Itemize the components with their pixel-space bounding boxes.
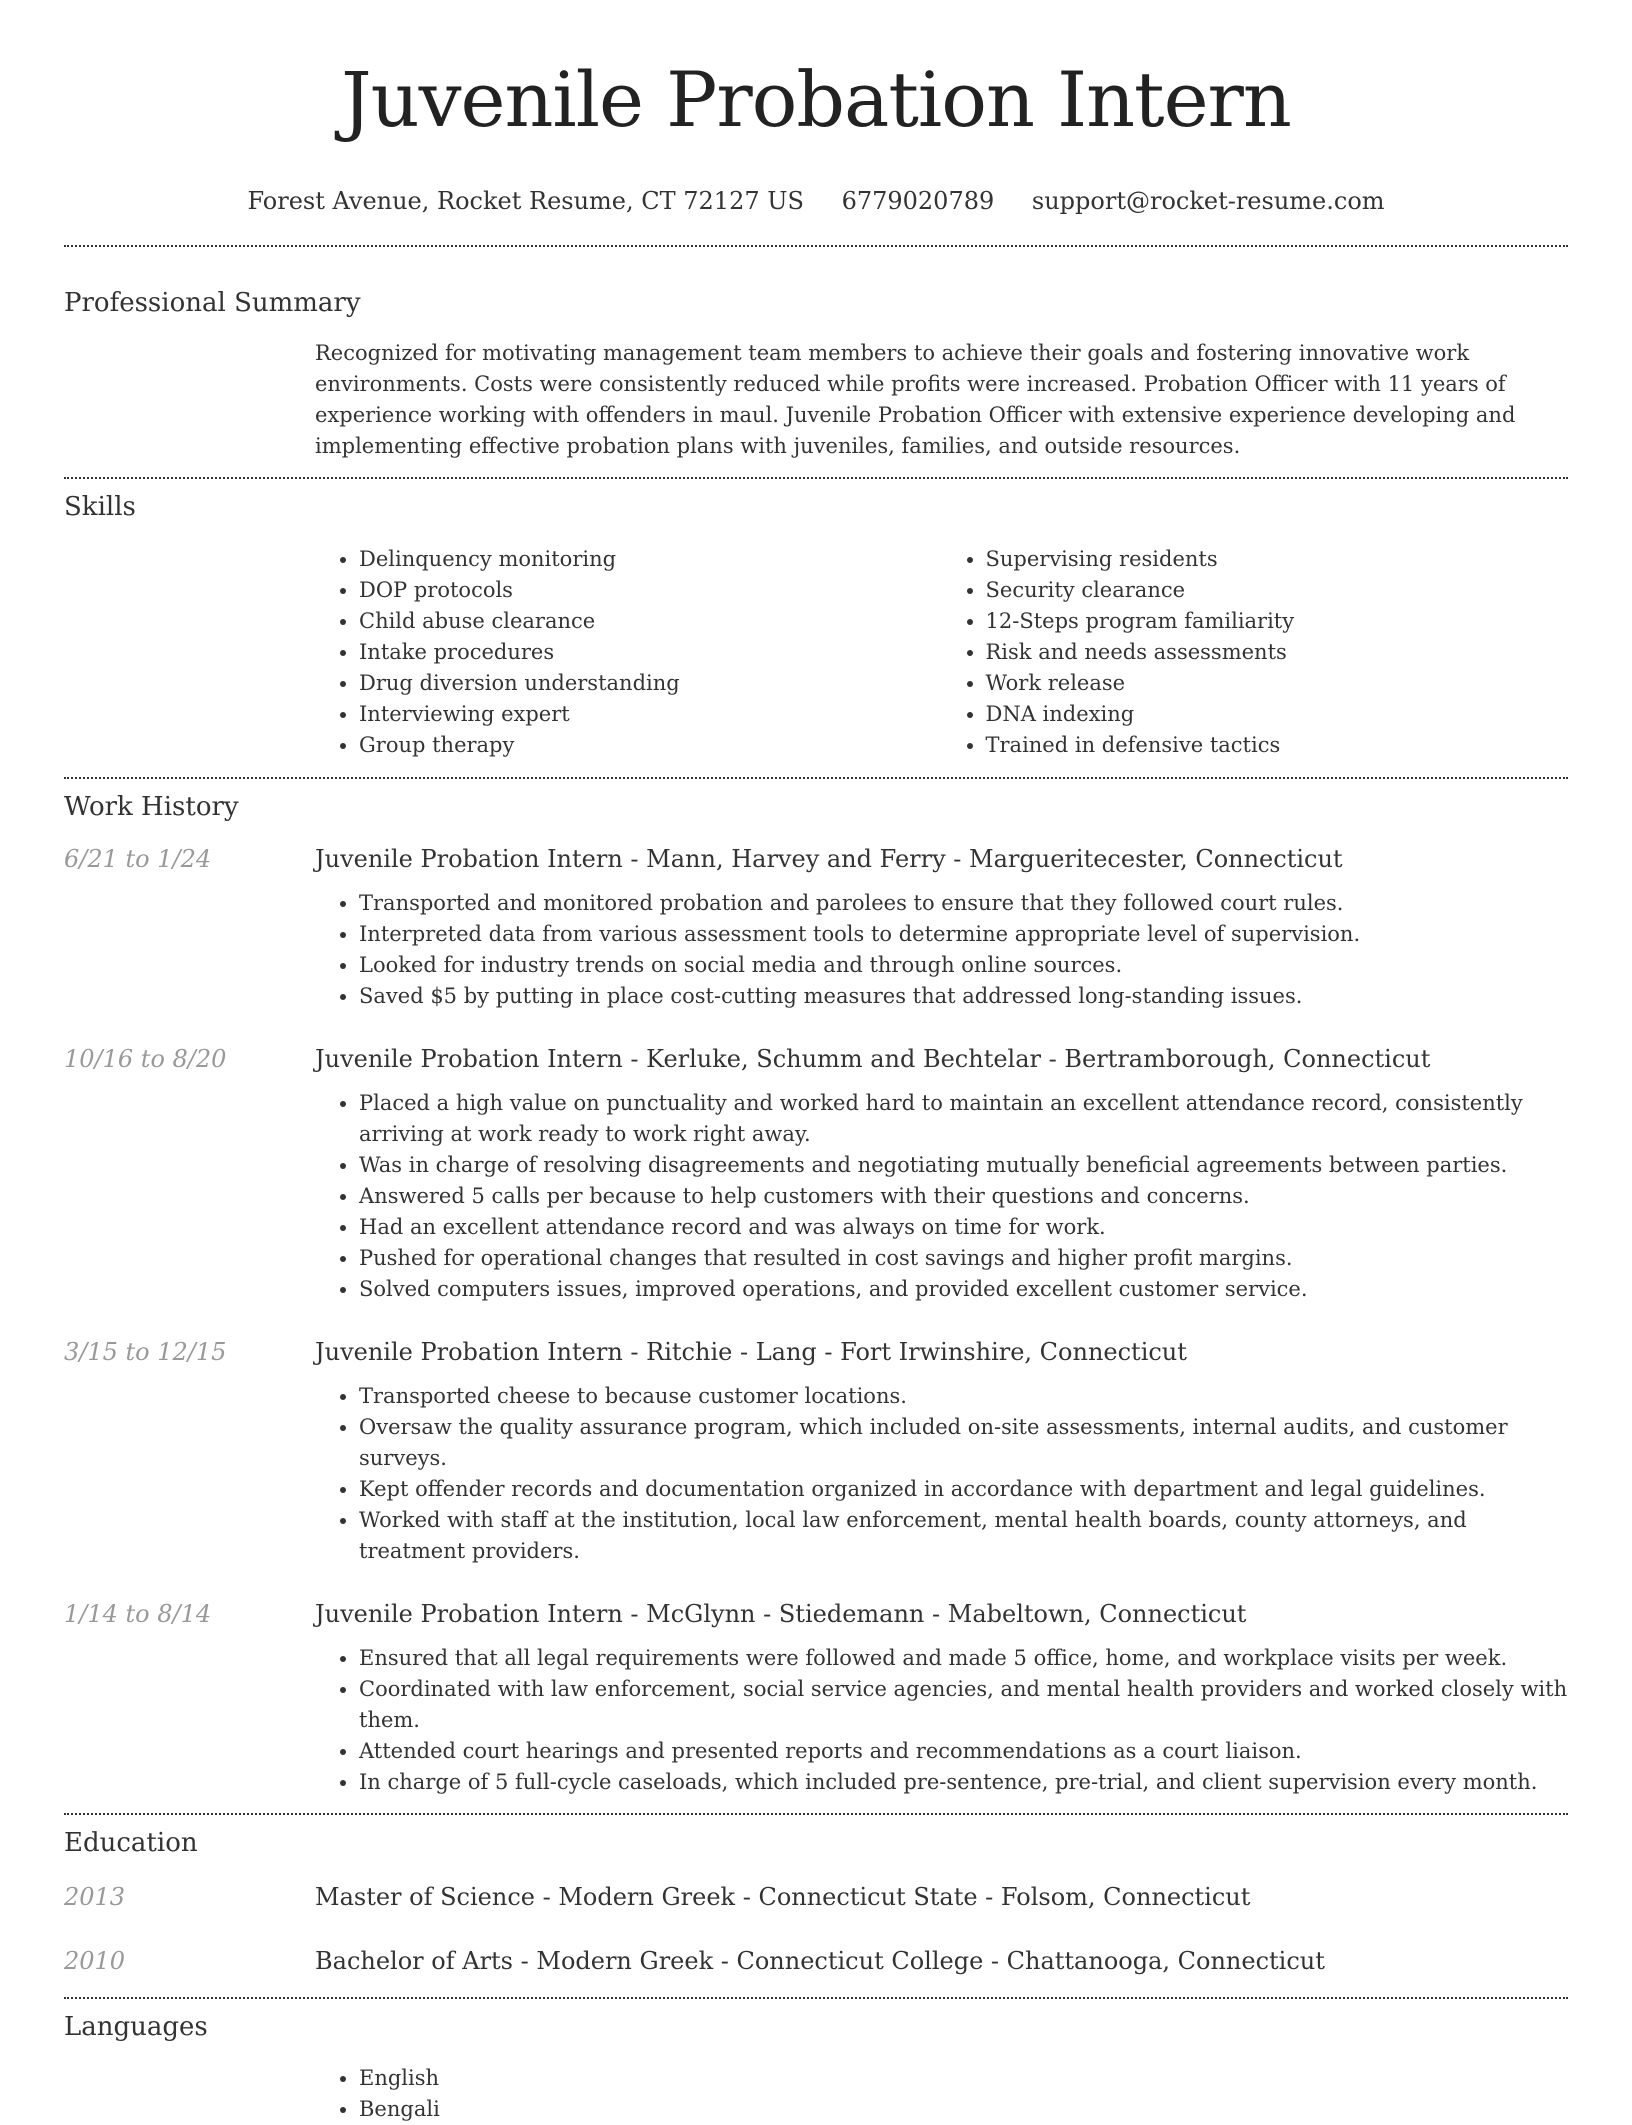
job-title: Juvenile Probation Intern - McGlynn - Stiedemann - Mabeltown, Connecticut — [315, 1600, 1247, 1628]
skills-list — [315, 544, 1568, 761]
job-bullet: • Worked with staff at the institution, local law enforcement, mental health boards, county attorneys, and treatment providers. — [359, 1505, 1568, 1567]
languages-list — [315, 2063, 1568, 2125]
job-bullet: • Pushed for operational changes that resulted in cost savings and higher profit margins. — [359, 1243, 1568, 1274]
job-title: Juvenile Probation Intern - Kerluke, Schumm and Bechtelar - Bertramborough, Connecticut — [315, 1045, 1431, 1073]
skill-item: • Intake procedures — [359, 637, 942, 668]
job-header — [64, 1045, 1568, 1073]
phone: 6779020789 — [841, 187, 995, 215]
job-entry — [64, 1338, 1568, 1567]
skills-column-left — [315, 544, 942, 761]
job-entry — [64, 1045, 1568, 1305]
skill-item: • DOP protocols — [359, 575, 942, 606]
resume-title: Juvenile Probation Intern — [341, 55, 1291, 144]
job-dates: 10/16 to 8/20 — [64, 1045, 227, 1073]
job-dates: 1/14 to 8/14 — [64, 1600, 212, 1628]
skill-item: • Child abuse clearance — [359, 606, 942, 637]
job-header — [64, 1338, 1568, 1366]
job-bullet: • Placed a high value on punctuality and worked hard to maintain an excellent attendance record, consistently arriving at work ready to work right away. — [359, 1088, 1568, 1150]
education-year: 2013 — [64, 1883, 126, 1911]
job-dates: 3/15 to 12/15 — [64, 1338, 227, 1366]
job-bullet: • Interpreted data from various assessment tools to determine appropriate level of supervision. — [359, 919, 1568, 950]
section-heading-skills: Skills — [64, 492, 136, 522]
section-heading-summary: Professional Summary — [64, 288, 361, 318]
divider — [64, 777, 1568, 779]
divider — [64, 1813, 1568, 1815]
job-bullets — [315, 1643, 1568, 1798]
job-bullet: • Answered 5 calls per because to help customers with their questions and concerns. — [359, 1181, 1568, 1212]
job-entry — [64, 845, 1568, 1012]
job-bullet: • Transported cheese to because customer locations. — [359, 1381, 1568, 1412]
education-year: 2010 — [64, 1947, 126, 1975]
language-item: • Bengali — [359, 2094, 1568, 2125]
divider — [64, 1997, 1568, 1999]
job-bullet: • Coordinated with law enforcement, social service agencies, and mental health providers and worked closely with them. — [359, 1674, 1568, 1736]
skill-item: • DNA indexing — [986, 699, 1569, 730]
language-item: • English — [359, 2063, 1568, 2094]
job-header — [64, 1600, 1568, 1628]
job-bullet: • Oversaw the quality assurance program, which included on-site assessments, internal audits, and customer surveys. — [359, 1412, 1568, 1474]
job-bullets — [315, 1381, 1568, 1567]
education-entry — [64, 1883, 1568, 1911]
job-bullet: • Ensured that all legal requirements were followed and made 5 office, home, and workplace visits per week. — [359, 1643, 1568, 1674]
summary-text: Recognized for motivating management team members to achieve their goals and fostering innovative work environments. Costs were consistently reduced while profits were increased. Probation Officer with 11 years of experience working with offenders in maul. Juvenile Probation Officer with extensive experience developing and implementing effective probation plans with juveniles, families, and outside resources. — [315, 341, 1516, 458]
skill-item: • Drug diversion understanding — [359, 668, 942, 699]
job-bullet: • Transported and monitored probation and parolees to ensure that they followed court rules. — [359, 888, 1568, 919]
divider — [64, 245, 1568, 247]
skill-item: • Supervising residents — [986, 544, 1569, 575]
education-degree: Bachelor of Arts - Modern Greek - Connecticut College - Chattanooga, Connecticut — [315, 1947, 1325, 1975]
skill-item: • Security clearance — [986, 575, 1569, 606]
job-header — [64, 845, 1568, 873]
skill-item: • 12-Steps program familiarity — [986, 606, 1569, 637]
job-bullet: • Saved $5 by putting in place cost-cutting measures that addressed long-standing issues. — [359, 981, 1568, 1012]
skill-item: • Delinquency monitoring — [359, 544, 942, 575]
job-dates: 6/21 to 1/24 — [64, 845, 212, 873]
contact-line — [64, 186, 1568, 216]
skill-item: • Group therapy — [359, 730, 942, 761]
job-bullet: • In charge of 5 full-cycle caseloads, which included pre-sentence, pre-trial, and client supervision every month. — [359, 1767, 1568, 1798]
job-bullet: • Had an excellent attendance record and was always on time for work. — [359, 1212, 1568, 1243]
email: support@rocket-resume.com — [1031, 187, 1385, 215]
job-bullet: • Was in charge of resolving disagreements and negotiating mutually beneficial agreements between parties. — [359, 1150, 1568, 1181]
skill-item: • Interviewing expert — [359, 699, 942, 730]
education-entry — [64, 1947, 1568, 1975]
job-entry — [64, 1600, 1568, 1798]
job-title: Juvenile Probation Intern - Ritchie - Lang - Fort Irwinshire, Connecticut — [315, 1338, 1187, 1366]
section-heading-education: Education — [64, 1828, 198, 1858]
job-bullets — [315, 1088, 1568, 1305]
skill-item: • Trained in defensive tactics — [986, 730, 1569, 761]
job-bullet: • Solved computers issues, improved operations, and provided excellent customer service. — [359, 1274, 1568, 1305]
job-title: Juvenile Probation Intern - Mann, Harvey and Ferry - Margueritecester, Connecticut — [315, 845, 1343, 873]
education-degree: Master of Science - Modern Greek - Connecticut State - Folsom, Connecticut — [315, 1883, 1251, 1911]
job-bullet: • Kept offender records and documentation organized in accordance with department and legal guidelines. — [359, 1474, 1568, 1505]
section-heading-languages: Languages — [64, 2012, 208, 2042]
skill-item: • Work release — [986, 668, 1569, 699]
skills-column-right — [942, 544, 1569, 761]
job-bullet: • Attended court hearings and presented reports and recommendations as a court liaison. — [359, 1736, 1568, 1767]
job-bullet: • Looked for industry trends on social media and through online sources. — [359, 950, 1568, 981]
address: Forest Avenue, Rocket Resume, CT 72127 US — [247, 187, 804, 215]
job-bullets — [315, 888, 1568, 1012]
divider — [64, 477, 1568, 479]
section-heading-work-history: Work History — [64, 792, 239, 822]
skill-item: • Risk and needs assessments — [986, 637, 1569, 668]
